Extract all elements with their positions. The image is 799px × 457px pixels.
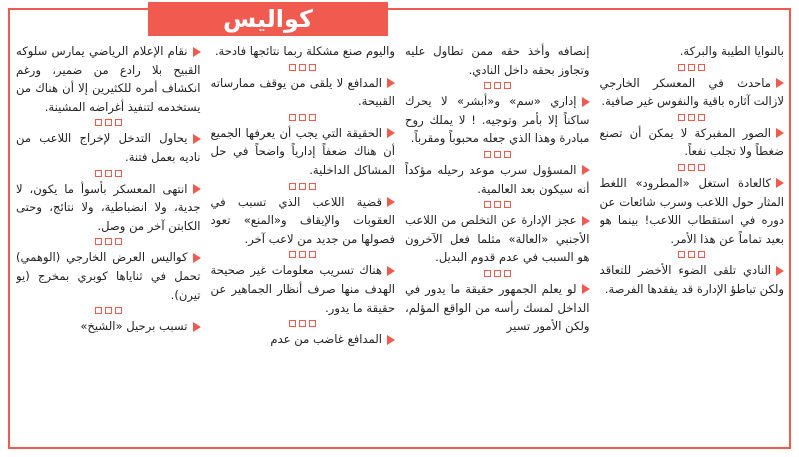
separator-square-icon <box>115 119 122 126</box>
text-column-1 <box>16 42 201 444</box>
separator-square-icon <box>289 183 296 190</box>
bullet-triangle-icon <box>193 47 201 57</box>
item-separator <box>211 114 396 121</box>
bullet-triangle-icon <box>387 78 395 88</box>
news-item-text: إداري «سم» و«أبشر» لا يحرك ساكناً إلا بأمر وتوجيه. ! لا يملك روح مبادرة وهذا الذي جعله محبوباً ومقرباً. <box>405 94 590 146</box>
bullet-triangle-icon <box>582 284 590 294</box>
news-item-text: هناك تسريب معلومات غير صحيحة الهدف منها صرف أنظار الجماهير عن حقيقة ما يدور. <box>210 263 395 315</box>
news-item-text: لو يعلم الجمهور حقيقة ما يدور في الداخل لمسك رأسه من الواقع المؤلم، ولكن الأمور تسير <box>405 281 590 334</box>
news-item-text: قضية اللاعب الذي تسبب في العقوبات والإيقاف و«المنع» تعود فصولها من جديد من لاعب آخر. <box>210 194 395 246</box>
separator-square-icon <box>504 270 511 277</box>
item-separator <box>405 151 590 158</box>
separator-square-icon <box>299 114 306 121</box>
bullet-triangle-icon <box>582 165 590 175</box>
item-separator <box>405 270 590 277</box>
separator-square-icon <box>494 201 501 208</box>
separator-square-icon <box>484 270 491 277</box>
bullet-triangle-icon <box>582 97 590 107</box>
news-item-text: تسبب برحيل «الشيخ» <box>80 319 188 334</box>
text-column-4 <box>600 42 785 444</box>
separator-square-icon <box>688 64 695 71</box>
news-item <box>211 330 396 349</box>
text-column-3 <box>405 42 590 444</box>
separator-square-icon <box>105 119 112 126</box>
separator-square-icon <box>299 320 306 327</box>
news-item-text: يحاول التدخل لإخراج اللاعب من ناديه بعمل فتنة. <box>16 131 201 164</box>
news-item <box>600 261 785 298</box>
separator-square-icon <box>688 251 695 258</box>
section-title: كواليس <box>148 2 388 36</box>
bullet-triangle-icon <box>776 266 784 276</box>
item-separator <box>16 307 201 314</box>
separator-square-icon <box>299 183 306 190</box>
news-item <box>405 42 590 79</box>
news-item <box>405 280 590 336</box>
news-item-text: كواليس العرض الخارجي (الوهمي) تحمل في ثناياها كوبري بمخرج (يو تيرن). <box>16 250 201 302</box>
separator-square-icon <box>698 114 705 121</box>
bullet-triangle-icon <box>776 178 784 188</box>
separator-square-icon <box>95 170 102 177</box>
news-item <box>16 129 201 166</box>
item-separator <box>211 251 396 258</box>
news-item-text: المدافع غاضب من عدم <box>270 332 382 347</box>
separator-square-icon <box>698 64 705 71</box>
columns <box>16 42 784 444</box>
separator-square-icon <box>95 238 102 245</box>
separator-square-icon <box>484 201 491 208</box>
news-item <box>16 42 201 116</box>
news-item <box>600 174 785 248</box>
news-item <box>211 124 396 180</box>
news-item-text: الحقيقة التي يجب أن يعرفها الجميع أن هناك ضعفاً إدارياً واضحاً في حل المشاكل الداخلية. <box>210 125 395 177</box>
news-item <box>600 124 785 161</box>
news-item <box>16 180 201 236</box>
separator-square-icon <box>678 251 685 258</box>
separator-square-icon <box>688 164 695 171</box>
separator-square-icon <box>698 164 705 171</box>
item-separator <box>16 238 201 245</box>
news-item-text: النادي تلقى الضوء الأخضر للتعاقد ولكن تباطؤ الإدارة قد يفقدها الفرصة. <box>599 263 784 296</box>
separator-square-icon <box>289 64 296 71</box>
separator-square-icon <box>299 251 306 258</box>
bullet-triangle-icon <box>193 184 201 194</box>
separator-square-icon <box>105 307 112 314</box>
separator-square-icon <box>95 119 102 126</box>
item-separator <box>16 170 201 177</box>
news-item-text: إنصافه وأخذ حقه ممن تطاول عليه وتجاوز بحقه داخل النادي. <box>405 44 590 77</box>
separator-square-icon <box>678 114 685 121</box>
separator-square-icon <box>309 251 316 258</box>
news-item <box>211 261 396 317</box>
separator-square-icon <box>494 270 501 277</box>
bullet-triangle-icon <box>387 128 395 138</box>
news-item <box>16 248 201 304</box>
item-separator <box>600 251 785 258</box>
separator-square-icon <box>484 82 491 89</box>
item-separator <box>211 320 396 327</box>
separator-square-icon <box>95 307 102 314</box>
separator-square-icon <box>309 64 316 71</box>
separator-square-icon <box>105 238 112 245</box>
news-item <box>405 211 590 267</box>
bullet-triangle-icon <box>776 128 784 138</box>
separator-square-icon <box>494 151 501 158</box>
news-item <box>600 74 785 111</box>
separator-square-icon <box>289 320 296 327</box>
frame-top-line <box>8 8 791 10</box>
item-separator <box>405 82 590 89</box>
item-separator <box>211 64 396 71</box>
separator-square-icon <box>289 114 296 121</box>
bullet-triangle-icon <box>776 78 784 88</box>
separator-square-icon <box>115 238 122 245</box>
separator-square-icon <box>494 82 501 89</box>
item-separator <box>600 164 785 171</box>
separator-square-icon <box>299 64 306 71</box>
news-item <box>405 92 590 148</box>
news-item <box>211 193 396 249</box>
news-item-text: انتهى المعسكر بأسوأ ما يكون، لا جدية، ولا انضباطية، ولا نتائج، وحتى الكابتن آخر من وصل. <box>16 181 201 233</box>
separator-square-icon <box>309 114 316 121</box>
item-separator <box>600 64 785 71</box>
news-item-text: عجز الإدارة عن التخلص من اللاعب الأجنبي «العالة» مثلما فعل الآخرون هو السبب في عدم قدوم البديل. <box>405 213 590 265</box>
bullet-triangle-icon <box>193 253 201 263</box>
news-item-text: المسؤول سرب موعد رحيله مؤكداً أنه سيكون بعد العالمية. <box>405 162 590 196</box>
item-separator <box>405 201 590 208</box>
item-separator <box>600 114 785 121</box>
separator-square-icon <box>309 320 316 327</box>
bullet-triangle-icon <box>582 216 590 226</box>
text-column-2 <box>211 42 396 444</box>
separator-square-icon <box>678 64 685 71</box>
bullet-triangle-icon <box>387 197 395 207</box>
separator-square-icon <box>289 251 296 258</box>
news-item-text: نقام الإعلام الرياضي يمارس سلوكه القبيح بلا رادع من ضمير، ورغم انكشاف أمره للكثيرين إلا أن هناك من يستخدمه لتنفيذ أغراضه المشينة. <box>16 44 201 114</box>
separator-square-icon <box>688 114 695 121</box>
separator-square-icon <box>504 201 511 208</box>
news-item <box>16 317 201 336</box>
news-item <box>600 42 785 61</box>
news-item-text: ماحدث في المعسكر الخارجي لازالت آثاره باقية والنفوس غير صافية. <box>599 75 784 109</box>
separator-square-icon <box>105 170 112 177</box>
item-separator <box>211 183 396 190</box>
separator-square-icon <box>504 151 511 158</box>
bullet-triangle-icon <box>193 322 201 332</box>
separator-square-icon <box>115 307 122 314</box>
separator-square-icon <box>309 183 316 190</box>
bullet-triangle-icon <box>387 335 395 345</box>
separator-square-icon <box>484 151 491 158</box>
separator-square-icon <box>115 170 122 177</box>
item-separator <box>16 119 201 126</box>
news-item-text: المدافع لا يلقى من يوقف ممارساته القبيحة. <box>210 75 395 109</box>
news-item-text: كالعادة استغل «المطرود» اللغط المثار حول اللاعب وسرب شائعات عن دوره في استقطاب اللاعب! بينما هو بعيد تماماً عن هذا الأمر. <box>599 175 784 246</box>
separator-square-icon <box>678 164 685 171</box>
separator-square-icon <box>698 251 705 258</box>
news-item <box>211 42 396 61</box>
bullet-triangle-icon <box>387 266 395 276</box>
news-item-text: الصور المفبركة لا يمكن أن تصنع ضغطاً ولا تجلب نفعاً. <box>599 125 784 159</box>
news-item-text: واليوم صنع مشكلة ربما نتائجها فادحة. <box>214 44 395 58</box>
news-item-text: بالنوايا الطيبة والبركة. <box>679 44 784 58</box>
bullet-triangle-icon <box>193 134 201 144</box>
separator-square-icon <box>504 82 511 89</box>
news-item <box>211 74 396 111</box>
news-item <box>405 161 590 198</box>
